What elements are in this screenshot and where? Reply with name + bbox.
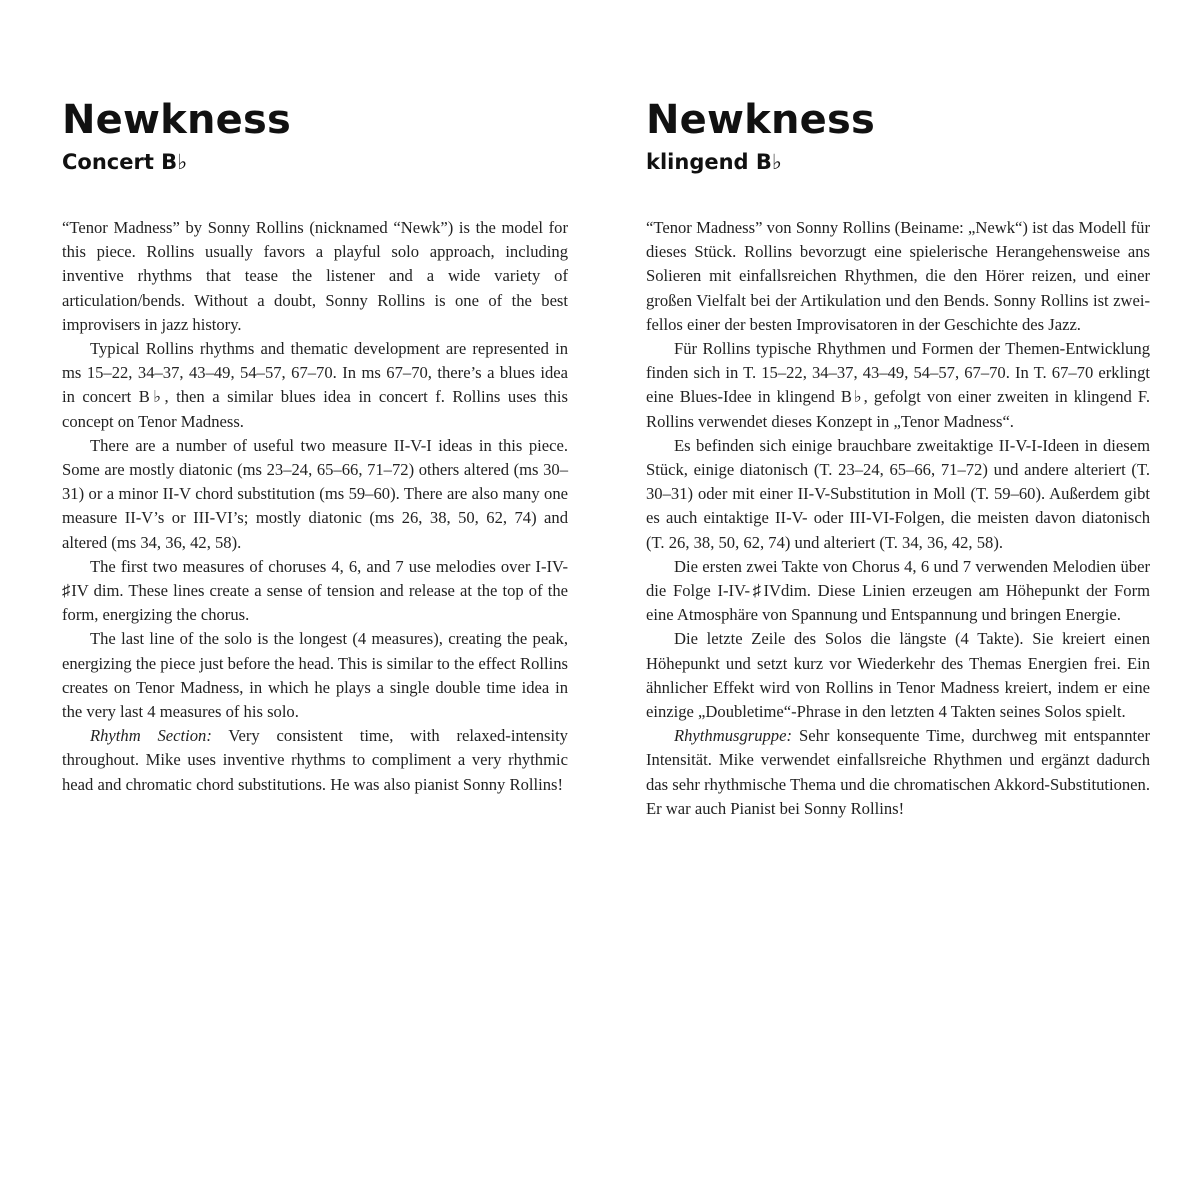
rhythm-section-paragraph bbox=[646, 724, 1150, 821]
german-body bbox=[646, 216, 1150, 821]
paragraph: Die letzte Zeile des Solos die längste (4 Takte). Sie kreiert einen Höhepunkt und setzt kurz vor Wiederkehr des Themas Energien frei. Ein ähnlicher Effekt wird von Rollins in Tenor Madness kreiert, indem er eine einzige „Doubletime“-Phrase in den letzten 4 Takten seines Solos spielt. bbox=[646, 629, 1150, 722]
rhythm-section-label: Rhythmusgruppe: bbox=[674, 726, 792, 746]
page-subtitle: klingend B♭ bbox=[646, 150, 782, 174]
rhythm-section-label: Rhythm Section: bbox=[90, 726, 212, 746]
paragraph: The first two measures of choruses 4, 6, and 7 use melodies over I-IV-♯IV dim. These lines create a sense of tension and release at the top of the form, energizing the chorus. bbox=[62, 556, 568, 625]
page-subtitle: Concert B♭ bbox=[62, 150, 188, 174]
paragraph: Für Rollins typische Rhythmen und Formen der Themen-Entwicklung finden sich in T. 15–22, 34–37, 43–49, 54–57, 67–70. In T. 67–70 erklingt eine Blues-Idee in klingend B♭, gefolgt von einer zweiten in klingend F. Rollins verwendet dieses Konzept in „Tenor Madness“. bbox=[646, 339, 1150, 431]
english-body bbox=[62, 216, 568, 797]
paragraph: The last line of the solo is the longest (4 measures), creating the peak, energizing the piece just before the head. This is similar to the effect Rollins creates on Tenor Madness, in which he plays a single double time idea in the very last 4 measures of his solo. bbox=[62, 629, 568, 722]
rhythm-section-paragraph bbox=[62, 724, 568, 797]
page-title: Newkness bbox=[646, 97, 875, 143]
rhythm-section-text: Sehr konsequente Time, durchweg mit entspannter Intensität. Mike verwendet einfallsreiche Rhythmen und ergänzt dadurch das sehr rhythmische Thema und die chromatischen Akkord-Substitutionen. Er war auch Pianist bei Sonny Rollins! bbox=[646, 726, 1150, 818]
page-title: Newkness bbox=[62, 97, 291, 143]
paragraph: Typical Rollins rhythms and thematic development are represented in ms 15–22, 34–37, 43–49, 54–57, 67–70. In ms 67–70, there’s a blues idea in concert B♭, then a similar blues idea in concert f. Rollins uses this concept on Tenor Madness. bbox=[62, 339, 568, 431]
paragraph: Es befinden sich einige brauchbare zweitaktige II-V-I-Ideen in diesem Stück, einige diatonisch (T. 23–24, 65–66, 71–72) und andere alteriert (T. 30–31) oder mit einer II-V-Substitution in Moll (T. 59–60). Außerdem gibt es auch eintaktige II-V- oder III-VI-Folgen, die meisten davon diatonisch (T. 26, 38, 50, 62, 74) und alteriert (T. 34, 36, 42, 58). bbox=[646, 435, 1150, 552]
rhythm-section-text: Very consistent time, with relaxed-intensity throughout. Mike uses inventive rhythms to compliment a very rhythmic head and chromatic chord substitutions. He was also pianist Sonny Rollins! bbox=[62, 726, 568, 794]
paragraph: “Tenor Madness” von Sonny Rollins (Beiname: „Newk“) ist das Modell für dieses Stück. Rollins bevorzugt eine spielerische Herangehensweise ans Solieren mit einfallsreichen Rhythmen, die den Hörer reizen, und einer großen Vielfalt bei der Artikulation und den Bends. Sonny Rollins ist zweifellos einer der besten Improvisatoren in der Geschichte des Jazz. bbox=[646, 218, 1150, 334]
german-column bbox=[646, 96, 1150, 821]
paragraph: There are a number of useful two measure II-V-I ideas in this piece. Some are mostly diatonic (ms 23–24, 65–66, 71–72) others altered (ms 30–31) or a minor II-V chord substitution (ms 59–60). There are also many one measure II-V’s or III-VI’s; mostly diatonic (ms 26, 38, 50, 62, 74) and altered (ms 34, 36, 42, 58). bbox=[62, 435, 568, 552]
english-column bbox=[62, 96, 568, 797]
paragraph: “Tenor Madness” by Sonny Rollins (nicknamed “Newk”) is the model for this piece. Rollins usually favors a playful solo approach, including inventive rhythms that tease the listener and a wide variety of articulation/bends. Without a doubt, Sonny Rollins is one of the best improvisers in jazz history. bbox=[62, 218, 568, 334]
paragraph: Die ersten zwei Takte von Chorus 4, 6 und 7 verwenden Melodien über die Folge I-IV-♯IVdim. Diese Linien erzeugen am Höhepunkt der Form eine Atmosphäre von Spannung und Entspannung und bringen Energie. bbox=[646, 556, 1150, 625]
